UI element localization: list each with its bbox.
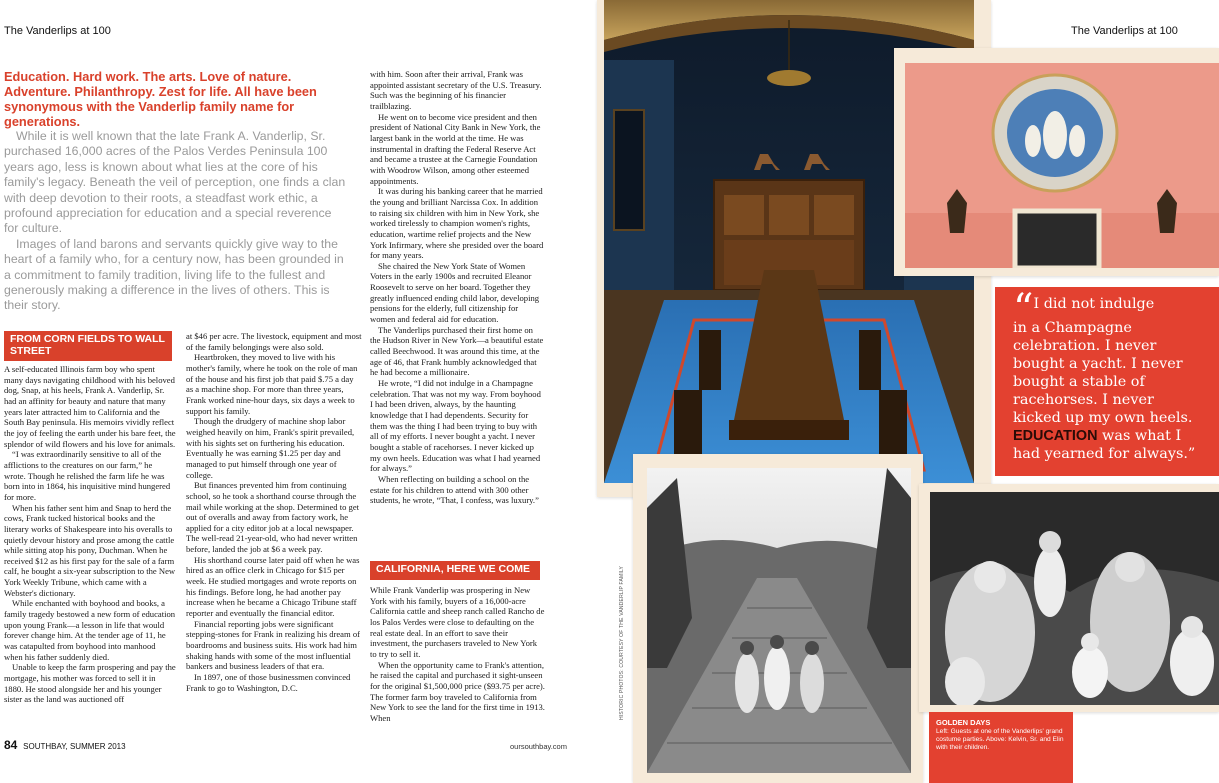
photo-caption bbox=[929, 712, 1073, 783]
paragraph: When the opportunity came to Frank's attention, he raised the capital and purchased it sight-unseen for the original $1,500,000 price ($93.75 per acre). The former farm boy traveled to California from New York to see the land for the first time in 1913. When bbox=[370, 659, 545, 723]
pull-quote bbox=[1013, 286, 1213, 463]
paragraph: Financial reporting jobs were significant stepping-stones for Frank in realizing his dream of boardrooms and business suits. His work had him shaking hands with some of the most influential bankers and business leaders of that era. bbox=[186, 618, 360, 672]
family-portrait-photo bbox=[930, 492, 1219, 705]
pull-quote-box bbox=[995, 287, 1219, 476]
paragraph: with him. Soon after their arrival, Frank was appointed assistant secretary of the U.S. Treasury. Such was the beginning of his financier trailblazing. bbox=[370, 69, 542, 111]
paragraph: “I was extraordinarily sensitive to all of the afflictions to the creatures on our farm,” he wrote. Though he relished the farm life he was born into in 1864, his inquisitive mind hungered for more. bbox=[4, 449, 171, 502]
body-column-2 bbox=[186, 331, 362, 693]
intro-lead: Education. Hard work. The arts. Love of nature. Adventure. Philanthropy. Zest for life. All have been synonymous with the Vanderlip family name for generations. bbox=[4, 69, 317, 129]
quote-line: was what I bbox=[1097, 428, 1182, 444]
quote-mark-icon: “ bbox=[1013, 286, 1034, 332]
quote-line: celebration. I never bbox=[1013, 338, 1157, 354]
running-head-left: The Vanderlips at 100 bbox=[4, 25, 111, 37]
paragraph: When reflecting on building a school on the estate for his children to attend with 300 other students, he wrote, “That, I confess, was luxury.” bbox=[370, 473, 539, 506]
paragraph: Heartbroken, they moved to live with his mother's family, where he took on the role of man of the house and his first job that paid $.75 a day as a machine shop. For more than three years, Frank worked nine-hour days, six days a week to support his family. bbox=[186, 352, 358, 416]
paragraph: at $46 per acre. The livestock, equipment and most of the family belongings were also sold. bbox=[186, 331, 362, 352]
section-heading-california: CALIFORNIA, HERE WE COME bbox=[370, 561, 540, 580]
footer-left bbox=[4, 738, 126, 752]
caption-text: Left: Guests at one of the Vanderlips' grand costume parties. Above: Kelvin, Sr. and Elin with their children. bbox=[936, 728, 1064, 752]
paragraph: His shorthand course later paid off when he was hired as an office clerk in Chicago for $15 per week. He studied mortgages and wrote reports on his findings. Before long, he had another pay increase when he became a Chicago Tribune staff reporter and eventually the financial editor. bbox=[186, 554, 360, 619]
page-number: 84 bbox=[4, 738, 18, 752]
facade-photo bbox=[905, 63, 1219, 268]
publication-issue: SOUTHBAY, SUMMER 2013 bbox=[23, 742, 126, 751]
paragraph: He wrote, “I did not indulge in a Champagne celebration. That was not my way. From boyhood I had been driven, always, by the haunting knowledge that I had dependents. Security for them was the thing I had been trying to buy with all of my efforts. I never bought a yacht. I never bought a stable of racehorses. I never kicked up my own heels. Education was what I had yearned for always.” bbox=[370, 378, 541, 474]
paragraph: It was during his banking career that he married the young and brilliant Narcissa Cox. In addition to raising six children with him in New York, she worked tirelessly to champion women's rights, education, wartime relief projects and the New York Infirmary, where she presided over the board for many years. bbox=[370, 186, 544, 261]
paragraph: While enchanted with boyhood and books, a family tragedy bestowed a new form of education upon young Frank—a lesson in life that would forever change him. At the tender age of 11, he was catapulted from boyhood into manhood when his father suddenly died. bbox=[4, 598, 176, 662]
quote-line: bought a stable of bbox=[1013, 374, 1145, 390]
running-head-right: The Vanderlips at 100 bbox=[1071, 25, 1178, 37]
quote-line: kicked up my own heels. bbox=[1013, 410, 1193, 426]
quote-line: bought a yacht. I never bbox=[1013, 356, 1183, 372]
paragraph: The Vanderlips purchased their first home on the Hudson River in New York—a beautiful estate called Beechwood. It was around this time, at the age of 46, that Frank humbly acknowledged that he had become a millionaire. bbox=[370, 324, 544, 378]
quote-line: I did not indulge bbox=[1033, 296, 1155, 312]
paragraph: She chaired the New York State of Women Voters in the early 1900s and recruited Eleanor Roosevelt to serve on her board. Together they greatly influenced ending child labor, developing pensions for the elderly, full citizenship for women and federal aid for education. bbox=[370, 260, 540, 325]
photo-credit: HISTORIC PHOTOS: COURTESY OF THE VANDERLIP FAMILY bbox=[619, 565, 625, 720]
footer-website: oursouthbay.com bbox=[510, 742, 567, 751]
caption-title: GOLDEN DAYS bbox=[936, 718, 991, 727]
paragraph: But finances prevented him from continuing school, so he took a shorthand course through the mail while working at the shop. Determined to get out of overalls and away from factory work, he applied for a city editor job at a local newspaper. The well-read 21-year-old, who had never written before, landed the job at $6 a week pay. bbox=[186, 480, 360, 555]
intro-paragraph-1: While it is well known that the late Frank A. Vanderlip, Sr. purchased 16,000 acres of the Palos Verdes Peninsula 100 years ago, less is known about what lies at the core of his family's legacy. Beneath the veil of perception, one finds a clan with deep devotion to their roots, a steadfast work ethic, a profound appreciation for education and a special reverence for culture. bbox=[4, 129, 346, 236]
paragraph: In 1897, one of those businessmen convinced Frank to go to Washington, D.C. bbox=[186, 672, 351, 693]
intro-paragraph-2: Images of land barons and servants quickly give way to the heart of a family who, for a century now, has been grounded in a commitment to family tradition, living life to the fullest and generously making a difference in the lives of others. This is their story. bbox=[4, 236, 344, 313]
paragraph: Though the drudgery of machine shop labor weighed heavily on him, Frank's spirit prevailed, with his sights set on furthering his education. Eventually he was earning $1.25 per day and managed to put himself through one year of college. bbox=[186, 416, 355, 480]
body-column-3b bbox=[370, 585, 545, 724]
quote-line: had yearned for always.” bbox=[1013, 446, 1196, 462]
quote-line: in a Champagne bbox=[1013, 320, 1132, 336]
quote-emphasis: EDUCATION bbox=[1013, 428, 1098, 444]
photo-frame-stairs bbox=[633, 454, 923, 783]
intro-block bbox=[4, 69, 349, 314]
quote-line: racehorses. I never bbox=[1013, 392, 1154, 408]
paragraph: Unable to keep the farm prospering and pay the mortgage, his mother was forced to sell it in 1880. He stood alongside her and his younger sister as the land was auctioned off bbox=[4, 662, 176, 705]
body-column-3 bbox=[370, 69, 545, 506]
section-heading-corn-fields: FROM CORN FIELDS TO WALL STREET bbox=[4, 331, 172, 361]
paragraph: He went on to become vice president and then president of National City Bank in New York, the largest bank in the world at the time. He was instrumental in drafting the Federal Reserve Act and became a trustee at the Carnegie Foundation with Woodrow Wilson, among other esteemed appointments. bbox=[370, 111, 541, 186]
photo-frame-family bbox=[919, 484, 1219, 712]
body-column-1 bbox=[4, 364, 176, 705]
paragraph: A self-educated Illinois farm boy who spent many days navigating childhood with his beloved dog, Snap, at his heels, Frank A. Vanderlip, Sr. had an affinity for beauty and nature that many years later attracted him to California and the South Bay peninsula. His memoirs vividly reflect the joy of feeling the earth under his bare feet, the splendor of wild flowers and his love for animals. bbox=[4, 364, 176, 449]
paragraph: When his father sent him and Snap to herd the cows, Frank tucked historical books and the literary works of Shakespeare into his overalls to quietly devour history and prose among the cattle while sitting atop his pony, Duchman. When he received $12 as his first pay for the sale of a farm calf, he bought a six-year subscription to the New York Weekly Tribune, which came with a Webster's dictionary. bbox=[4, 502, 176, 598]
photo-frame-facade bbox=[894, 48, 1219, 276]
costume-party-photo bbox=[647, 468, 911, 773]
paragraph: While Frank Vanderlip was prospering in New York with his family, buyers of a 16,000-acre California cattle and sheep ranch called Rancho de los Palos Verdes were close to defaulting on the real estate deal. In an effort to save their investment, the purchasers traveled to New York to try to sell it. bbox=[370, 585, 545, 659]
